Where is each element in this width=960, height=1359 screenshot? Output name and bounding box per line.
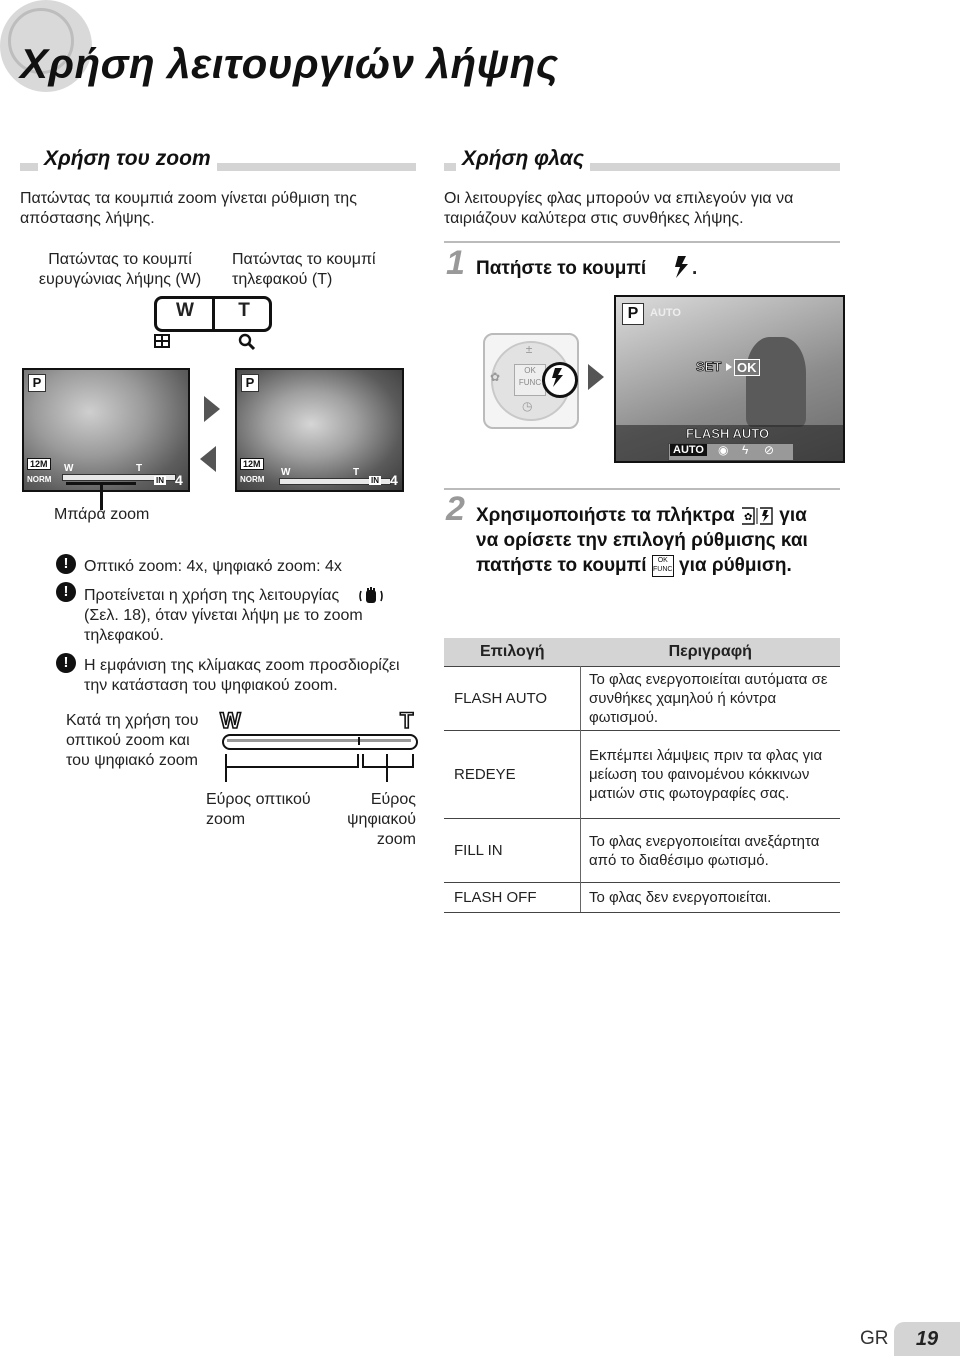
step-2-text-a: Χρησιμοποιήστε τα πλήκτρα — [476, 505, 735, 526]
step-2-text-b: για να ορίσετε την επιλογή ρύθμισης και πατήστε το κουμπί — [476, 505, 808, 576]
screen-photo — [24, 370, 188, 490]
description-cell: Εκπέμπει λάμψεις πριν τα φλας για μείωση του φαινομένου κόκκινων ματιών στις φωτογραφίες σας. — [581, 731, 841, 819]
wide-button[interactable]: W — [176, 300, 194, 321]
digital-bracket-stem — [386, 754, 388, 782]
table-header — [444, 638, 840, 667]
mode-badge: P — [28, 374, 46, 392]
optical-bracket — [225, 766, 359, 768]
note-stabilize-cont: (Σελ. 18), όταν γίνεται λήψη με το zoom τηλεφακού. — [84, 607, 363, 644]
flash-heading: Χρήση φλας — [456, 147, 590, 171]
caution-icon: ! — [56, 554, 76, 574]
zoom-rocker-divider — [212, 299, 215, 329]
flash-button[interactable] — [542, 362, 578, 398]
divider — [444, 488, 840, 490]
zoom-bar-t: T — [353, 467, 360, 478]
flash-screen — [614, 295, 845, 463]
zoom-scale — [222, 734, 418, 750]
func-icon-label: FUNC — [653, 565, 673, 573]
mode-badge: P — [622, 303, 644, 325]
step-2-text — [476, 503, 826, 578]
digital-bracket-left — [362, 754, 364, 768]
zoom-screen-tele — [235, 368, 404, 492]
optical-range-label: Εύρος οπτικού zoom — [206, 791, 311, 828]
table-row — [444, 819, 840, 883]
magnify-icon — [238, 333, 256, 351]
table-row — [444, 883, 840, 913]
quality-indicator: NORM — [27, 475, 52, 484]
ok-label: OK — [524, 366, 536, 375]
description-cell: Το φλας δεν ενεργοποιείται. — [581, 883, 841, 913]
memory-indicator: IN — [371, 476, 379, 485]
optical-bracket-left — [225, 754, 227, 782]
description-cell: Το φλας ενεργοποιείται αυτόματα σε συνθήκες χαμηλού ή κόντρα φωτισμού. — [581, 667, 841, 731]
header-description: Περιγραφή — [581, 638, 841, 667]
tele-caption: Πατώντας το κουμπί τηλεφακού (T) — [232, 251, 376, 288]
optical-bracket-right — [357, 754, 359, 768]
step-2-text-c: για ρύθμιση. — [679, 555, 792, 576]
scale-caption: Κατά τη χρήση του οπτικού zoom και του ψηφιακό zoom — [66, 712, 199, 769]
digital-bracket — [362, 766, 414, 768]
func-label: FUNC — [518, 378, 542, 387]
flash-icon — [672, 256, 692, 278]
set-arrow-icon — [726, 363, 732, 371]
shot-count: 4 — [175, 472, 183, 488]
language-label: GR — [860, 1328, 889, 1349]
flash-mode-label: FLASH AUTO — [686, 426, 770, 441]
memory-indicator: IN — [156, 476, 164, 485]
divider — [444, 241, 840, 243]
arrow-left-icon — [200, 446, 216, 472]
screen-photo — [237, 370, 402, 490]
self-timer-icon: ◷ — [522, 399, 533, 413]
digital-range-label: Εύρος ψηφιακού zoom — [347, 791, 416, 848]
macro-icon: ✿ — [490, 370, 501, 384]
tele-button[interactable]: T — [238, 300, 250, 321]
zoom-intro: Πατώντας τα κουμπιά zoom γίνεται ρύθμιση της απόστασης λήψης. — [20, 190, 357, 227]
option-cell: REDEYE — [444, 731, 581, 819]
zoom-bar-w: W — [64, 463, 74, 474]
person-silhouette — [746, 337, 806, 427]
shot-count: 4 — [390, 472, 398, 488]
period: . — [692, 258, 698, 279]
flash-auto-option[interactable]: AUTO — [670, 444, 707, 456]
exposure-icon: ± — [525, 342, 533, 356]
flash-intro: Οι λειτουργίες φλας μπορούν να επιλεγούν για να ταιριάζουν καλύτερα στις συνθήκες λήψης. — [444, 190, 794, 227]
option-cell: FLASH OFF — [444, 883, 581, 913]
zoom-bar-t: T — [136, 463, 143, 474]
ok-icon-label: OK — [657, 556, 668, 564]
macro-flash-keys-icon — [740, 506, 774, 526]
caution-icon: ! — [56, 582, 76, 602]
hand-shake-icon — [358, 587, 384, 605]
table-row — [444, 731, 840, 819]
table-row — [444, 667, 840, 731]
arrow-right-icon — [204, 396, 220, 422]
bar-pointer-cap — [66, 482, 136, 485]
ok-func-icon — [652, 555, 674, 577]
digital-bracket-right — [412, 754, 414, 768]
description-cell: Το φλας ενεργοποιείται ανεξάρτητα από το διαθέσιμο φωτισμό. — [581, 819, 841, 883]
note-zoom-ratio: Οπτικό zoom: 4x, ψηφιακό zoom: 4x — [84, 558, 342, 575]
redeye-icon[interactable]: ◉ — [718, 443, 729, 457]
flash-options-table — [444, 638, 840, 913]
auto-badge: AUTO — [650, 307, 681, 319]
flash-off-icon[interactable]: ⊘ — [764, 443, 775, 457]
arrow-right-icon — [588, 364, 604, 390]
scale-t-label: T — [400, 708, 414, 733]
caution-icon: ! — [56, 653, 76, 673]
header-option: Επιλογή — [444, 638, 581, 667]
step-1-text: Πατήστε το κουμπί — [476, 258, 647, 279]
mode-badge: P — [241, 374, 259, 392]
note-scale: Η εμφάνιση της κλίμακας zoom προσδιορίζει την κατάσταση του ψηφιακού zoom. — [84, 657, 400, 694]
zoom-heading: Χρήση του zoom — [38, 147, 217, 171]
option-cell: FLASH AUTO — [444, 667, 581, 731]
page-title: Χρήση λειτουργιών λήψης — [20, 40, 559, 87]
zoom-bar-caption: Μπάρα zoom — [54, 506, 150, 523]
step-2-number: 2 — [446, 490, 465, 528]
size-indicator: 12M — [240, 458, 264, 470]
fill-in-icon[interactable]: ϟ — [742, 443, 749, 457]
scale-w-label: W — [220, 708, 241, 733]
step-1-number: 1 — [446, 244, 465, 282]
zoom-bar-w: W — [281, 467, 291, 478]
svg-text:✿: ✿ — [744, 511, 753, 523]
size-indicator: 12M — [27, 458, 51, 470]
zoom-screen-wide — [22, 368, 190, 492]
zoom-scale-fill — [227, 739, 411, 742]
set-label: SET — [696, 359, 722, 374]
ok-label: OK — [734, 359, 760, 376]
page-number: 19 — [894, 1322, 960, 1356]
wide-caption: Πατώντας το κουμπί ευρυγώνιας λήψης (W) — [38, 251, 202, 288]
grid-icon — [154, 334, 170, 348]
quality-indicator: NORM — [240, 475, 265, 484]
option-cell: FILL IN — [444, 819, 581, 883]
zoom-scale-divider — [358, 737, 360, 745]
note-stabilize: Προτείνεται η χρήση της λειτουργίας — [84, 587, 340, 604]
